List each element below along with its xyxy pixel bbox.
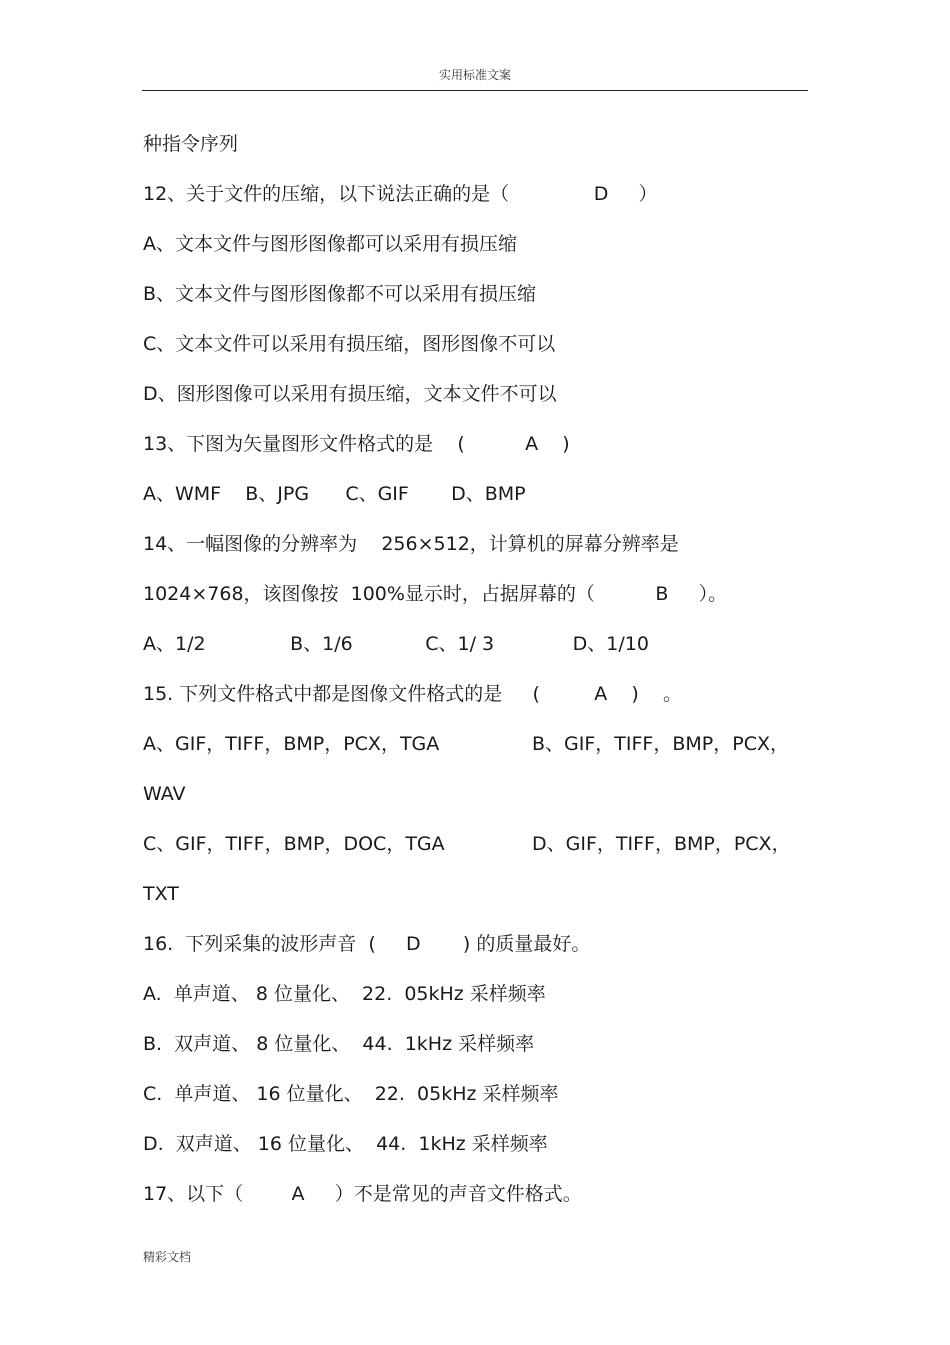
- header-divider: [142, 90, 808, 91]
- option-15-c: C、GIF，TIFF，BMP，DOC，TGA: [143, 833, 445, 855]
- page-header-title: 实用标准文案: [438, 68, 511, 82]
- page-footer-label: 精彩文档: [143, 1250, 192, 1264]
- options-15-ab: [143, 728, 813, 778]
- option-b: B、文本文件与图形图像都不可以采用有损压缩: [143, 283, 537, 305]
- question-17: 17、以下（ A ）不是常见的声音文件格式。: [143, 1183, 582, 1205]
- text-line: 种指令序列: [143, 133, 239, 155]
- question-12: 12、关于文件的压缩，以下说法正确的是（ D ）: [143, 183, 658, 205]
- option-15-d: D、GIF，TIFF，BMP，PCX，: [532, 833, 791, 855]
- question-16: 16. 下列采集的波形声音 ( D ) 的质量最好。: [143, 933, 591, 955]
- option-c: C、文本文件可以采用有损压缩，图形图像不可以: [143, 333, 556, 355]
- question-15: 15. 下列文件格式中都是图像文件格式的是 ( A ) 。: [143, 683, 682, 705]
- option-d: D、图形图像可以采用有损压缩，文本文件不可以: [143, 383, 557, 405]
- option-15-a: A、GIF，TIFF，BMP，PCX，TGA: [143, 733, 440, 755]
- question-13: 13、下图为矢量图形文件格式的是 ( A ): [143, 433, 570, 455]
- question-14-cont: 1024×768，该图像按 100%显示时，占据屏幕的（ B ）。: [143, 583, 728, 605]
- option-16-b: B. 双声道、 8 位量化、 44. 1kHz 采样频率: [143, 1033, 535, 1055]
- option-a: A、文本文件与图形图像都可以采用有损压缩: [143, 233, 517, 255]
- option-15-b: B、GIF，TIFF，BMP，PCX，: [532, 733, 789, 755]
- options-13: A、WMF B、JPG C、GIF D、BMP: [143, 483, 526, 505]
- option-15-d-cont: TXT: [143, 883, 179, 905]
- document-body: [143, 128, 813, 1228]
- options-14: A、1/2 B、1/6 C、1/ 3 D、1/10: [143, 633, 649, 655]
- question-14: 14、一幅图像的分辨率为 256×512，计算机的屏幕分辨率是: [143, 533, 679, 555]
- option-16-a: A. 单声道、 8 位量化、 22. 05kHz 采样频率: [143, 983, 546, 1005]
- option-15-b-cont: WAV: [143, 783, 186, 805]
- option-16-c: C. 单声道、 16 位量化、 22. 05kHz 采样频率: [143, 1083, 559, 1105]
- option-16-d: D. 双声道、 16 位量化、 44. 1kHz 采样频率: [143, 1133, 548, 1155]
- options-15-cd: [143, 828, 813, 878]
